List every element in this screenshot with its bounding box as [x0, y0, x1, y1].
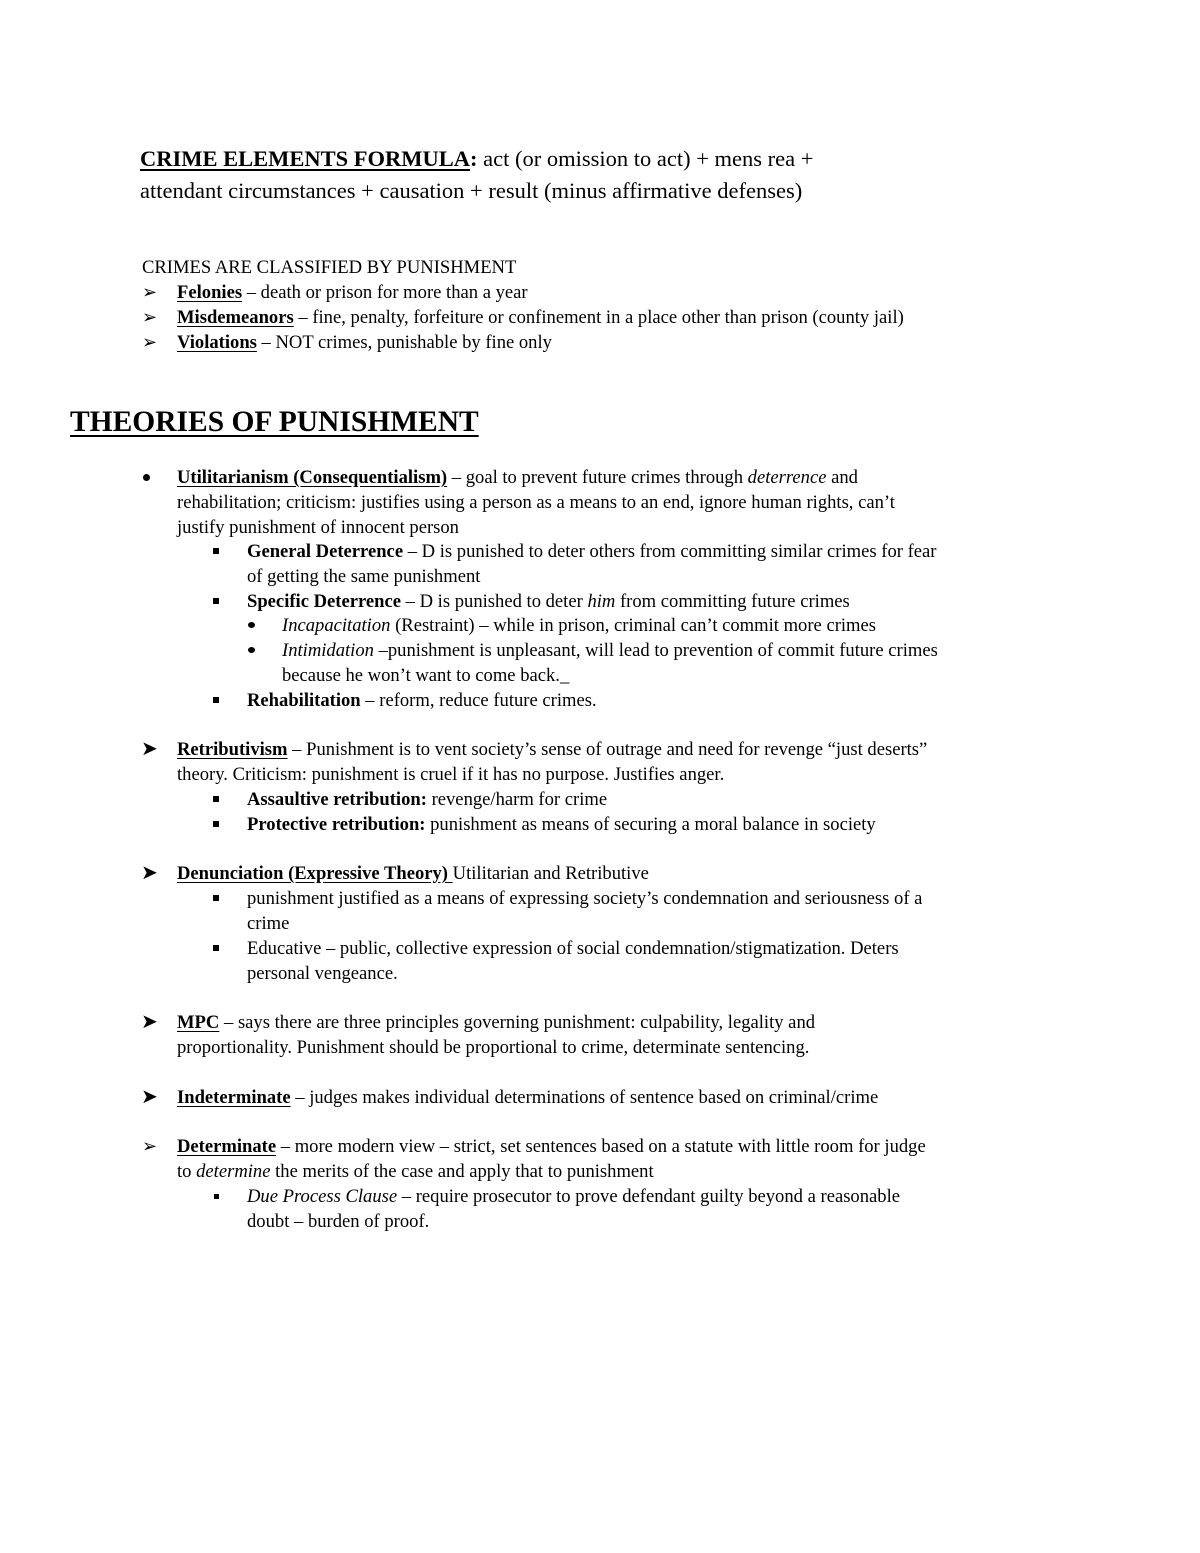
mpc-text: – says there are three principles governing punishment: culpability, legality and	[219, 1012, 816, 1033]
denun-bullet-2-line-2: personal vengeance.	[247, 963, 398, 984]
theories-heading: THEORIES OF PUNISHMENT	[70, 406, 479, 438]
round-bullet-icon	[248, 647, 255, 653]
indet-term: Indeterminate	[177, 1087, 291, 1108]
classification-heading: CRIMES ARE CLASSIFIED BY PUNISHMENT	[142, 257, 517, 278]
general-deterrence-line-1	[247, 539, 937, 564]
due-process-term: Due Process Clause	[247, 1186, 398, 1207]
util-line-3: justify punishment of innocent person	[177, 517, 459, 538]
specific-deterrence-text: from committing future crimes	[615, 591, 850, 612]
retrib-line-2: theory. Criticism: punishment is cruel if it has no purpose. Justifies anger.	[177, 764, 725, 785]
arrow-bullet-icon: ➤	[141, 1086, 158, 1108]
det-text: the merits of the case and apply that to punishment	[270, 1161, 654, 1182]
general-deterrence-term: General Deterrence	[247, 541, 404, 562]
assaultive-line	[247, 787, 607, 812]
square-bullet-icon	[213, 945, 219, 951]
util-line-2: rehabilitation; criticism: justifies using a person as a means to an end, ignore human rights, can’t	[177, 492, 895, 513]
square-bullet-icon	[213, 821, 219, 827]
violations-item	[177, 330, 552, 355]
due-process-line-1	[247, 1184, 900, 1209]
denun-term: Denunciation (Expressive Theory)	[177, 863, 453, 884]
misdemeanors-term: Misdemeanors	[177, 307, 294, 328]
misdemeanors-item	[177, 305, 904, 330]
denun-text: Utilitarian and Retributive	[452, 863, 649, 884]
util-line-1	[177, 465, 858, 490]
rehabilitation-text: – reform, reduce future crimes.	[360, 690, 597, 711]
square-bullet-icon	[214, 1194, 219, 1199]
square-bullet-icon	[213, 548, 219, 554]
det-text: – more modern view – strict, set sentences based on a statute with little room for judge	[276, 1136, 926, 1157]
retrib-term: Retributivism	[177, 739, 288, 760]
mpc-line-2: proportionality. Punishment should be proportional to crime, determinate sentencing.	[177, 1037, 810, 1058]
intimidation-line-1	[282, 638, 938, 663]
arrow-bullet-icon: ➢	[142, 1136, 158, 1156]
det-text: to	[177, 1161, 197, 1182]
intimidation-line-2: because he won’t want to come back._	[282, 665, 570, 686]
rehabilitation-line	[247, 688, 597, 713]
formula-line-1	[140, 143, 813, 175]
assaultive-term: Assaultive retribution:	[247, 789, 427, 810]
denun-bullet-2-line-1: Educative – public, collective expression of social condemnation/stigmatization. Deters	[247, 938, 899, 959]
det-term: Determinate	[177, 1136, 277, 1157]
square-bullet-icon	[213, 895, 219, 901]
round-bullet-icon	[143, 474, 150, 481]
rehabilitation-term: Rehabilitation	[247, 690, 361, 711]
violations-desc: – NOT crimes, punishable by fine only	[256, 332, 552, 353]
square-bullet-icon	[213, 598, 219, 604]
protective-term: Protective retribution:	[247, 814, 426, 835]
arrow-bullet-icon: ➢	[142, 307, 158, 327]
retrib-line-1	[177, 737, 927, 762]
retrib-text: – Punishment is to vent society’s sense of outrage and need for revenge “just deserts”	[287, 739, 928, 760]
det-line-2	[177, 1159, 654, 1184]
general-deterrence-text: – D is punished to deter others from committing similar crimes for fear	[403, 541, 937, 562]
round-bullet-icon	[248, 622, 255, 628]
due-process-line-2: doubt – burden of proof.	[247, 1211, 430, 1232]
arrow-bullet-icon: ➤	[141, 738, 158, 760]
square-bullet-icon	[213, 796, 219, 802]
assaultive-text: revenge/harm for crime	[426, 789, 608, 810]
intimidation-text: –punishment is unpleasant, will lead to prevention of commit future crimes	[373, 640, 938, 661]
felonies-term: Felonies	[177, 282, 243, 303]
det-determine: determine	[196, 1161, 271, 1182]
formula-label: CRIME ELEMENTS FORMULA	[140, 146, 471, 171]
mpc-term: MPC	[177, 1012, 220, 1033]
due-process-text: – require prosecutor to prove defendant guilty beyond a reasonable	[397, 1186, 900, 1207]
felonies-item	[177, 280, 528, 305]
denun-bullet-1-line-1: punishment justified as a means of expressing society’s condemnation and seriousness of a	[247, 888, 923, 909]
formula-colon: :	[470, 146, 478, 171]
arrow-bullet-icon: ➤	[141, 862, 158, 884]
protective-text: punishment as means of securing a moral balance in society	[425, 814, 876, 835]
util-deterrence: deterrence	[747, 467, 827, 488]
mpc-line-1	[177, 1010, 815, 1035]
arrow-bullet-icon: ➤	[141, 1011, 158, 1033]
protective-line	[247, 812, 876, 837]
arrow-bullet-icon: ➢	[142, 282, 158, 302]
formula-line-2	[140, 175, 802, 207]
formula-text-2: attendant circumstances + causation + result (minus affirmative defenses)	[140, 178, 803, 203]
util-text: and	[826, 467, 858, 488]
specific-deterrence-text: – D is punished to deter	[401, 591, 588, 612]
indet-line	[177, 1085, 878, 1110]
indet-text: – judges makes individual determinations of sentence based on criminal/crime	[290, 1087, 879, 1108]
denun-line	[177, 861, 649, 886]
specific-deterrence-him: him	[587, 591, 616, 612]
incapacitation-term: Incapacitation	[282, 615, 391, 636]
square-bullet-icon	[213, 697, 219, 703]
felonies-desc: – death or prison for more than a year	[242, 282, 528, 303]
formula-text-1: act (or omission to act) + mens rea +	[477, 146, 814, 171]
util-text: – goal to prevent future crimes through	[447, 467, 748, 488]
incapacitation-text: (Restraint) – while in prison, criminal can’t commit more crimes	[390, 615, 877, 636]
general-deterrence-line-2: of getting the same punishment	[247, 566, 481, 587]
violations-term: Violations	[177, 332, 257, 353]
misdemeanors-desc: – fine, penalty, forfeiture or confinement in a place other than prison (county jail)	[293, 307, 904, 328]
incapacitation-line	[282, 613, 876, 638]
arrow-bullet-icon: ➢	[142, 332, 158, 352]
util-term: Utilitarianism (Consequentialism)	[177, 467, 448, 488]
det-line-1	[177, 1134, 926, 1159]
specific-deterrence-term: Specific Deterrence	[247, 591, 402, 612]
denun-bullet-1-line-2: crime	[247, 913, 290, 934]
specific-deterrence-line	[247, 589, 850, 614]
intimidation-term: Intimidation	[282, 640, 374, 661]
